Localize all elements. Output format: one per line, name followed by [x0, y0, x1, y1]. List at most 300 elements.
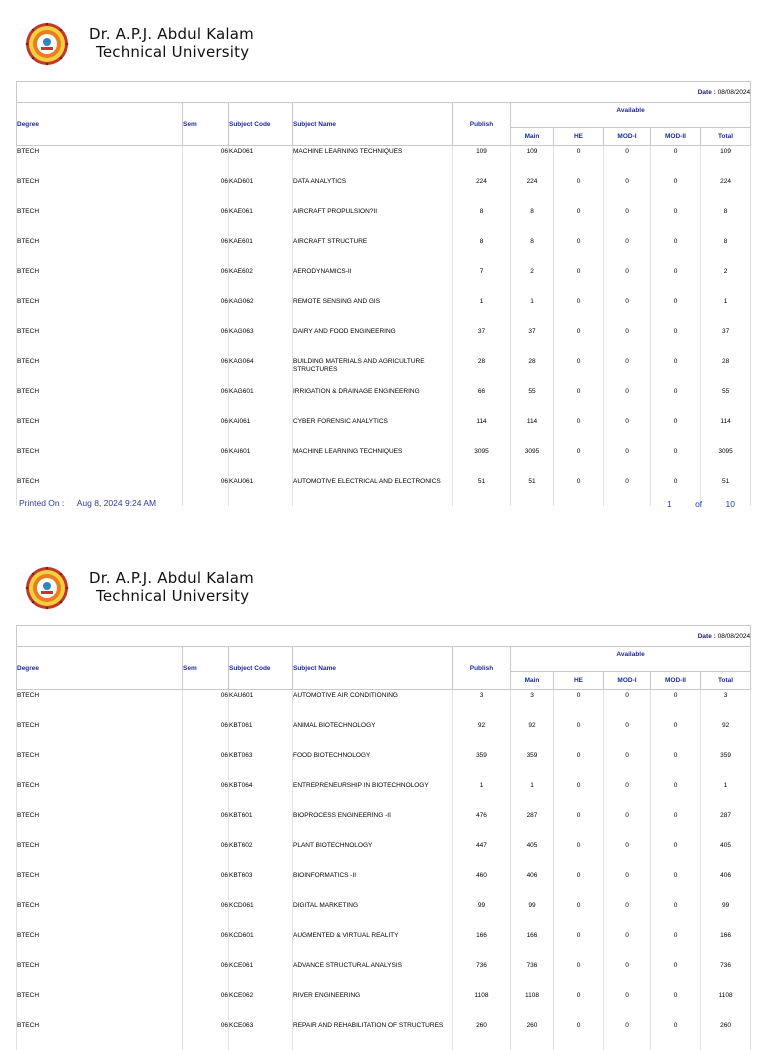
cell-mod2: 0 — [651, 416, 701, 446]
col-subject-code: Subject Code — [229, 103, 293, 146]
cell-subject-code: KBT601 — [229, 810, 293, 840]
cell-total: 1108 — [701, 990, 751, 1020]
cell-publish: 460 — [453, 870, 511, 900]
cell-total: 2 — [701, 266, 751, 296]
cell-mod1: 0 — [604, 296, 651, 326]
cell-sem: 06 — [183, 386, 229, 416]
cell-main: 3 — [511, 690, 554, 720]
cell-subject-name: PLANT BIOTECHNOLOGY — [293, 840, 453, 870]
cell-publish: 109 — [453, 146, 511, 176]
col-sem: Sem — [183, 103, 229, 146]
cell-sem: 06 — [183, 236, 229, 266]
table-row — [17, 356, 751, 386]
cell-subject-code: KAI061 — [229, 416, 293, 446]
cell-total: 28 — [701, 356, 751, 386]
cell-publish: 359 — [453, 750, 511, 780]
cell-subject-code: KAG062 — [229, 296, 293, 326]
cell-mod2: 0 — [651, 900, 701, 930]
cell-publish: 66 — [453, 386, 511, 416]
cell-subject-code: KBT064 — [229, 780, 293, 810]
university-name-line2: Technical University — [96, 43, 250, 61]
cell-he: 0 — [554, 960, 604, 990]
cell-subject-name: AIRCRAFT STRUCTURE — [293, 236, 453, 266]
cell-total: 1 — [701, 780, 751, 810]
cell-total: 114 — [701, 416, 751, 446]
cell-main: 109 — [511, 146, 554, 176]
cell-main: 114 — [511, 416, 554, 446]
cell-main: 92 — [511, 720, 554, 750]
cell-mod2: 0 — [651, 690, 701, 720]
cell-main: 406 — [511, 870, 554, 900]
cell-sem: 06 — [183, 840, 229, 870]
cell-mod2: 0 — [651, 176, 701, 206]
cell-main: 99 — [511, 900, 554, 930]
university-header — [24, 22, 424, 66]
cell-mod2: 0 — [651, 960, 701, 990]
cell-mod2: 0 — [651, 810, 701, 840]
cell-mod2: 0 — [651, 870, 701, 900]
table-row — [17, 446, 751, 476]
cell-sem: 06 — [183, 356, 229, 386]
table-row — [17, 840, 751, 870]
col-sem: Sem — [183, 647, 229, 690]
cell-subject-code: KBT063 — [229, 750, 293, 780]
col-degree: Degree — [17, 103, 183, 146]
cell-main: 287 — [511, 810, 554, 840]
cell-subject-name: AUGMENTED & VIRTUAL REALITY — [293, 930, 453, 960]
table-row — [17, 266, 751, 296]
cell-publish: 3 — [453, 690, 511, 720]
col-mod1: MOD-I — [604, 672, 651, 690]
cell-mod2: 0 — [651, 990, 701, 1020]
cell-he: 0 — [554, 930, 604, 960]
col-subject-code: Subject Code — [229, 647, 293, 690]
cell-mod2: 0 — [651, 206, 701, 236]
cell-mod2: 0 — [651, 720, 701, 750]
cell-mod1: 0 — [604, 446, 651, 476]
cell-he: 0 — [554, 750, 604, 780]
cell-sem: 06 — [183, 810, 229, 840]
cell-sem: 06 — [183, 206, 229, 236]
cell-subject-code: KCE062 — [229, 990, 293, 1020]
printed-label: Printed On : — [19, 498, 65, 508]
cell-mod1: 0 — [604, 720, 651, 750]
cell-publish: 8 — [453, 236, 511, 266]
cell-mod2: 0 — [651, 446, 701, 476]
cell-he: 0 — [554, 990, 604, 1020]
cell-sem: 06 — [183, 990, 229, 1020]
cell-subject-code: KBT602 — [229, 840, 293, 870]
cell-degree: BTECH — [17, 356, 183, 386]
cell-publish: 92 — [453, 720, 511, 750]
cell-degree: BTECH — [17, 266, 183, 296]
cell-sem: 06 — [183, 690, 229, 720]
cell-main: 260 — [511, 1020, 554, 1050]
cell-publish: 476 — [453, 810, 511, 840]
cell-he: 0 — [554, 720, 604, 750]
cell-publish: 114 — [453, 416, 511, 446]
cell-subject-code: KCE063 — [229, 1020, 293, 1050]
cell-sem: 06 — [183, 146, 229, 176]
cell-total: 359 — [701, 750, 751, 780]
cell-he: 0 — [554, 236, 604, 266]
cell-mod2: 0 — [651, 296, 701, 326]
cell-total: 3 — [701, 690, 751, 720]
cell-subject-name: REPAIR AND REHABILITATION OF STRUCTURES — [293, 1020, 453, 1050]
col-subject-name: Subject Name — [293, 647, 453, 690]
cell-publish: 1 — [453, 780, 511, 810]
col-he: HE — [554, 128, 604, 146]
col-available: Available — [511, 103, 751, 128]
table-row — [17, 176, 751, 206]
cell-subject-name: BIOINFORMATICS -II — [293, 870, 453, 900]
cell-subject-name: AERODYNAMICS-II — [293, 266, 453, 296]
cell-mod1: 0 — [604, 750, 651, 780]
cell-mod2: 0 — [651, 930, 701, 960]
cell-mod1: 0 — [604, 416, 651, 446]
cell-main: 51 — [511, 476, 554, 506]
cell-mod1: 0 — [604, 810, 651, 840]
cell-subject-code: KAD601 — [229, 176, 293, 206]
date-label: Date : — [697, 632, 716, 640]
cell-subject-name: AUTOMOTIVE AIR CONDITIONING — [293, 690, 453, 720]
cell-total: 92 — [701, 720, 751, 750]
cell-publish: 736 — [453, 960, 511, 990]
cell-subject-code: KAG601 — [229, 386, 293, 416]
cell-subject-name: ENTREPRENEURSHIP IN BIOTECHNOLOGY — [293, 780, 453, 810]
cell-mod1: 0 — [604, 840, 651, 870]
cell-degree: BTECH — [17, 810, 183, 840]
cell-publish: 51 — [453, 476, 511, 506]
cell-subject-name: DAIRY AND FOOD ENGINEERING — [293, 326, 453, 356]
cell-publish: 447 — [453, 840, 511, 870]
report-date — [17, 82, 751, 103]
cell-sem: 06 — [183, 720, 229, 750]
cell-mod1: 0 — [604, 176, 651, 206]
cell-mod2: 0 — [651, 386, 701, 416]
table-row — [17, 720, 751, 750]
cell-sem: 06 — [183, 176, 229, 206]
cell-mod1: 0 — [604, 266, 651, 296]
cell-subject-code: KBT603 — [229, 870, 293, 900]
cell-subject-code: KCD601 — [229, 930, 293, 960]
date-value: 08/08/2024 — [717, 88, 751, 96]
cell-publish: 166 — [453, 930, 511, 960]
cell-subject-name: IRRIGATION & DRAINAGE ENGINEERING — [293, 386, 453, 416]
col-subject-name: Subject Name — [293, 103, 453, 146]
result-table — [16, 625, 751, 1050]
table-row — [17, 930, 751, 960]
table-row — [17, 690, 751, 720]
table-row — [17, 960, 751, 990]
cell-mod2: 0 — [651, 236, 701, 266]
table-row — [17, 296, 751, 326]
current-page: 1 — [666, 499, 672, 509]
cell-degree: BTECH — [17, 1020, 183, 1050]
table-row — [17, 870, 751, 900]
cell-subject-code: KAE601 — [229, 236, 293, 266]
university-logo-icon — [24, 566, 70, 610]
date-label: Date : — [697, 88, 716, 96]
cell-total: 3095 — [701, 446, 751, 476]
col-mod2: MOD-II — [651, 672, 701, 690]
table-body — [17, 146, 751, 506]
cell-degree: BTECH — [17, 326, 183, 356]
table-row — [17, 1020, 751, 1050]
cell-subject-name: AIRCRAFT PROPULSION?II — [293, 206, 453, 236]
printed-on — [19, 498, 156, 508]
cell-total: 8 — [701, 236, 751, 266]
university-header — [24, 566, 424, 610]
cell-total: 8 — [701, 206, 751, 236]
cell-publish: 99 — [453, 900, 511, 930]
cell-sem: 06 — [183, 900, 229, 930]
cell-sem: 06 — [183, 476, 229, 506]
table-row — [17, 750, 751, 780]
cell-main: 28 — [511, 356, 554, 386]
cell-subject-name: REMOTE SENSING AND GIS — [293, 296, 453, 326]
cell-subject-name: CYBER FORENSIC ANALYTICS — [293, 416, 453, 446]
cell-mod2: 0 — [651, 326, 701, 356]
cell-main: 2 — [511, 266, 554, 296]
table-row — [17, 386, 751, 416]
cell-he: 0 — [554, 176, 604, 206]
cell-subject-code: KBT061 — [229, 720, 293, 750]
cell-main: 3095 — [511, 446, 554, 476]
cell-sem: 06 — [183, 930, 229, 960]
cell-subject-name: ADVANCE STRUCTURAL ANALYSIS — [293, 960, 453, 990]
cell-he: 0 — [554, 476, 604, 506]
cell-publish: 8 — [453, 206, 511, 236]
printed-date: Aug 8, 2024 9:24 AM — [76, 498, 157, 508]
cell-subject-name: MACHINE LEARNING TECHNIQUES — [293, 446, 453, 476]
university-logo-icon — [24, 22, 70, 66]
cell-mod1: 0 — [604, 870, 651, 900]
cell-he: 0 — [554, 416, 604, 446]
cell-main: 224 — [511, 176, 554, 206]
cell-degree: BTECH — [17, 236, 183, 266]
cell-degree: BTECH — [17, 870, 183, 900]
col-mod2: MOD-II — [651, 128, 701, 146]
cell-sem: 06 — [183, 326, 229, 356]
cell-main: 1 — [511, 296, 554, 326]
cell-subject-name: FOOD BIOTECHNOLOGY — [293, 750, 453, 780]
cell-sem: 06 — [183, 870, 229, 900]
cell-subject-code: KAE602 — [229, 266, 293, 296]
cell-mod2: 0 — [651, 476, 701, 506]
cell-subject-name: DATA ANALYTICS — [293, 176, 453, 206]
total-pages: 10 — [725, 499, 735, 509]
cell-he: 0 — [554, 840, 604, 870]
cell-mod1: 0 — [604, 780, 651, 810]
cell-publish: 3095 — [453, 446, 511, 476]
cell-mod2: 0 — [651, 780, 701, 810]
table-row — [17, 326, 751, 356]
col-available: Available — [511, 647, 751, 672]
cell-degree: BTECH — [17, 206, 183, 236]
cell-main: 8 — [511, 236, 554, 266]
cell-he: 0 — [554, 780, 604, 810]
cell-sem: 06 — [183, 960, 229, 990]
table-row — [17, 146, 751, 176]
cell-he: 0 — [554, 146, 604, 176]
cell-main: 1108 — [511, 990, 554, 1020]
cell-subject-name: ANIMAL BIOTECHNOLOGY — [293, 720, 453, 750]
col-he: HE — [554, 672, 604, 690]
cell-publish: 28 — [453, 356, 511, 386]
cell-degree: BTECH — [17, 900, 183, 930]
cell-publish: 1 — [453, 296, 511, 326]
cell-degree: BTECH — [17, 690, 183, 720]
cell-mod1: 0 — [604, 990, 651, 1020]
col-main: Main — [511, 128, 554, 146]
date-value: 08/08/2024 — [717, 632, 751, 640]
cell-he: 0 — [554, 296, 604, 326]
cell-subject-code: KAU061 — [229, 476, 293, 506]
cell-he: 0 — [554, 266, 604, 296]
cell-total: 99 — [701, 900, 751, 930]
cell-total: 109 — [701, 146, 751, 176]
table-row — [17, 990, 751, 1020]
cell-publish: 7 — [453, 266, 511, 296]
cell-mod1: 0 — [604, 960, 651, 990]
table-row — [17, 810, 751, 840]
cell-subject-name: AUTOMOTIVE ELECTRICAL AND ELECTRONICS — [293, 476, 453, 506]
table-row — [17, 900, 751, 930]
cell-he: 0 — [554, 206, 604, 236]
cell-main: 55 — [511, 386, 554, 416]
table-row — [17, 416, 751, 446]
cell-he: 0 — [554, 690, 604, 720]
cell-sem: 06 — [183, 266, 229, 296]
university-name-line1: Dr. A.P.J. Abdul Kalam — [89, 25, 254, 43]
cell-sem: 06 — [183, 780, 229, 810]
col-main: Main — [511, 672, 554, 690]
cell-mod2: 0 — [651, 266, 701, 296]
cell-mod2: 0 — [651, 1020, 701, 1050]
cell-degree: BTECH — [17, 476, 183, 506]
cell-total: 37 — [701, 326, 751, 356]
cell-total: 1 — [701, 296, 751, 326]
cell-subject-name: RIVER ENGINEERING — [293, 990, 453, 1020]
cell-publish: 260 — [453, 1020, 511, 1050]
cell-mod2: 0 — [651, 146, 701, 176]
cell-mod1: 0 — [604, 326, 651, 356]
cell-subject-code: KAU601 — [229, 690, 293, 720]
university-name-line1: Dr. A.P.J. Abdul Kalam — [89, 569, 254, 587]
cell-sem: 06 — [183, 416, 229, 446]
cell-main: 1 — [511, 780, 554, 810]
table-row — [17, 780, 751, 810]
cell-subject-name: BIOPROCESS ENGINEERING -II — [293, 810, 453, 840]
cell-subject-code: KAG064 — [229, 356, 293, 386]
cell-subject-name: DIGITAL MARKETING — [293, 900, 453, 930]
cell-subject-code: KAD061 — [229, 146, 293, 176]
result-table-container — [16, 81, 750, 506]
cell-mod1: 0 — [604, 236, 651, 266]
cell-total: 406 — [701, 870, 751, 900]
cell-sem: 06 — [183, 446, 229, 476]
cell-he: 0 — [554, 326, 604, 356]
cell-degree: BTECH — [17, 446, 183, 476]
cell-subject-name: MACHINE LEARNING TECHNIQUES — [293, 146, 453, 176]
cell-total: 224 — [701, 176, 751, 206]
cell-total: 166 — [701, 930, 751, 960]
cell-main: 8 — [511, 206, 554, 236]
cell-degree: BTECH — [17, 296, 183, 326]
table-row — [17, 206, 751, 236]
col-publish: Publish — [453, 103, 511, 146]
col-publish: Publish — [453, 647, 511, 690]
cell-subject-code: KCE061 — [229, 960, 293, 990]
cell-subject-code: KCD061 — [229, 900, 293, 930]
cell-subject-name: BUILDING MATERIALS AND AGRICULTURE STRUCTURES — [293, 356, 453, 386]
result-table — [16, 81, 751, 506]
report-date — [17, 626, 751, 647]
cell-main: 359 — [511, 750, 554, 780]
cell-total: 736 — [701, 960, 751, 990]
cell-mod1: 0 — [604, 900, 651, 930]
cell-main: 736 — [511, 960, 554, 990]
cell-degree: BTECH — [17, 990, 183, 1020]
cell-degree: BTECH — [17, 960, 183, 990]
cell-degree: BTECH — [17, 720, 183, 750]
cell-main: 166 — [511, 930, 554, 960]
cell-he: 0 — [554, 356, 604, 386]
cell-degree: BTECH — [17, 146, 183, 176]
cell-total: 51 — [701, 476, 751, 506]
cell-publish: 37 — [453, 326, 511, 356]
cell-mod1: 0 — [604, 146, 651, 176]
cell-degree: BTECH — [17, 780, 183, 810]
cell-mod1: 0 — [604, 476, 651, 506]
col-total: Total — [701, 128, 751, 146]
cell-he: 0 — [554, 446, 604, 476]
cell-mod1: 0 — [604, 356, 651, 386]
cell-degree: BTECH — [17, 840, 183, 870]
result-table-container — [16, 625, 750, 1050]
cell-main: 37 — [511, 326, 554, 356]
cell-total: 260 — [701, 1020, 751, 1050]
cell-main: 405 — [511, 840, 554, 870]
cell-he: 0 — [554, 900, 604, 930]
cell-subject-code: KAG063 — [229, 326, 293, 356]
page-indicator — [667, 499, 735, 509]
cell-he: 0 — [554, 1020, 604, 1050]
cell-publish: 224 — [453, 176, 511, 206]
cell-sem: 06 — [183, 1020, 229, 1050]
table-row — [17, 236, 751, 266]
cell-total: 55 — [701, 386, 751, 416]
cell-total: 287 — [701, 810, 751, 840]
cell-mod1: 0 — [604, 690, 651, 720]
table-body — [17, 690, 751, 1050]
cell-sem: 06 — [183, 750, 229, 780]
cell-degree: BTECH — [17, 176, 183, 206]
cell-mod2: 0 — [651, 356, 701, 386]
cell-he: 0 — [554, 810, 604, 840]
cell-mod2: 0 — [651, 840, 701, 870]
cell-degree: BTECH — [17, 386, 183, 416]
cell-publish: 1108 — [453, 990, 511, 1020]
cell-mod1: 0 — [604, 930, 651, 960]
university-name-line2: Technical University — [96, 587, 250, 605]
cell-he: 0 — [554, 386, 604, 416]
cell-degree: BTECH — [17, 750, 183, 780]
cell-mod1: 0 — [604, 386, 651, 416]
col-degree: Degree — [17, 647, 183, 690]
cell-mod1: 0 — [604, 206, 651, 236]
